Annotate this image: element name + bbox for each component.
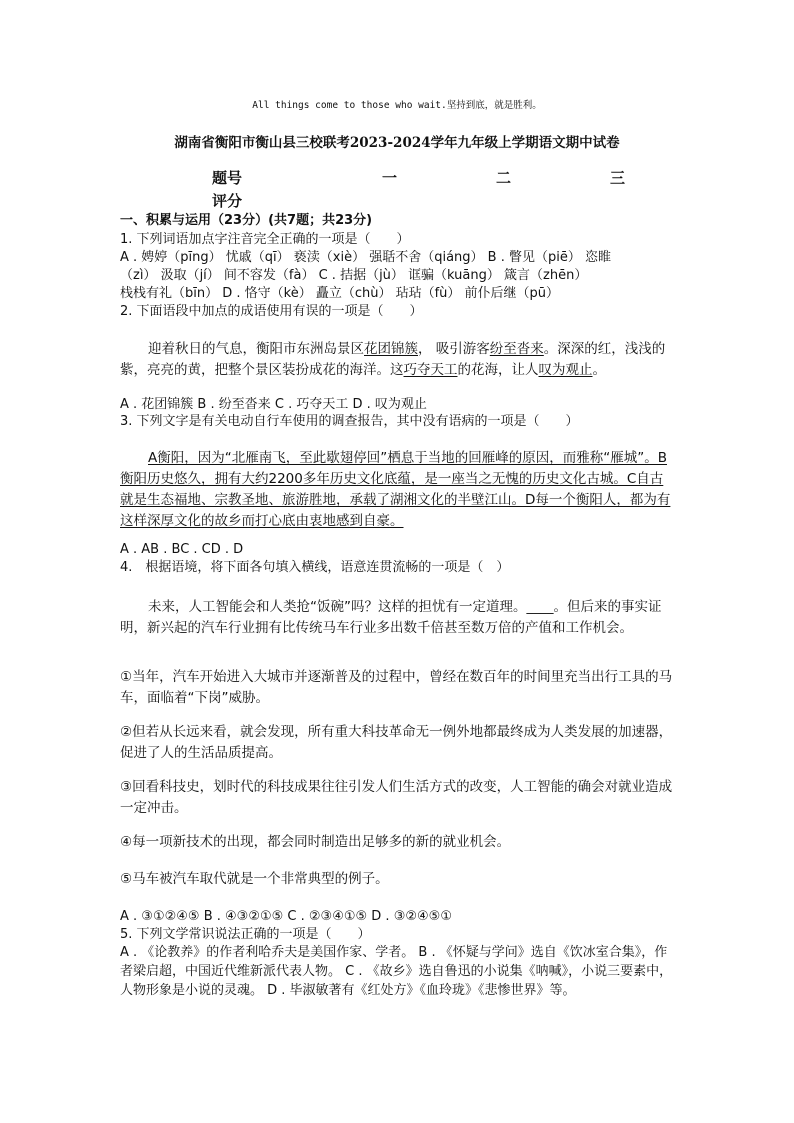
q2-idiom-b: 纷至沓来	[489, 341, 544, 357]
q2-idiom-d: 叹为观止	[538, 362, 593, 378]
q3-passage: A衡阳，因为“北雁南飞，至此歇翅停回”栖息于当地的回雁峰的原因，而雅称“雁城”。B衡阳历史悠久，拥有大约2200多年历史文化底蕴，是一座当之无愧的历史文化古城。C自古就是生态福地、宗教圣地、旅游胜地，承载了湖湘文化的半壁江山。D每一个衡阳人，都为有这样深厚文化的故乡而打心底由衷地感到自豪。	[120, 450, 671, 529]
q4-passage: 未来，人工智能会和人类抢“饭碗”吗？这样的担忧有一定道理。____。但后来的事实证明，新兴起的汽车行业拥有比传统马车行业多出数千倍甚至数万倍的产值和工作机会。	[120, 599, 662, 636]
q4-sentence-4: ④每一项新技术的出现，都会同时制造出足够多的新的就业机会。	[120, 834, 511, 850]
q4-sentence-3: ③回看科技史，划时代的科技成果往往引发人们生活方式的改变，人工智能的确会对就业造成一定冲击。	[120, 779, 673, 816]
score-table-row2-label: 评分	[212, 192, 243, 210]
section-heading: 一、积累与运用（23分）(共7题；共23分)	[120, 213, 373, 228]
motto: All things come to those who wait.坚持到底，就是胜利。	[252, 100, 542, 111]
q1-stem: 1. 下列词语加点字注音完全正确的一项是（ ）	[120, 232, 410, 247]
q5-stem: 5. 下列文学常识说法正确的一项是（ ）	[120, 927, 371, 942]
q5-options: A . 《论教养》的作者利哈乔夫是美国作家、学者。 B . 《怀疑与学问》选自《饮冰室合集》，作者梁启超，中国近代维新派代表人物。 C . 《故乡》选自鲁迅的小说集《呐喊》，小说三要素中，人物形象是小说的灵魂。 D . 毕淑敏著有《红处方》《血玲珑》《悲惨世界》等。	[120, 945, 673, 998]
q2-options: A . 花团锦簇 B . 纷至沓来 C . 巧夺天工 D . 叹为观止	[120, 397, 427, 412]
q2-passage-mid2: 。深深的红，浅浅的紫，亮亮的黄，把整个景区装扮成花的海洋。这	[120, 341, 666, 378]
q2-passage	[120, 339, 675, 381]
score-table-col-2: 二	[496, 169, 512, 187]
q4-options: A . ③①②④⑤ B . ④③②①⑤ C . ②③④①⑤ D . ③②④⑤①	[120, 909, 452, 924]
q1-options-line3: 栈栈有礼（bīn） D . 恪守（kè） 矗立（chù） 玷玷（fù） 前仆后继（pū）	[120, 286, 560, 301]
score-table-col-1: 一	[382, 169, 398, 187]
q2-stem: 2. 下面语段中加点的成语使用有误的一项是（ ）	[120, 304, 423, 319]
score-table-col-3: 三	[610, 169, 626, 187]
q4-stem: 4. 根据语境，将下面各句填入横线，语意连贯流畅的一项是（ ）	[120, 560, 510, 575]
q4-sentence-1: ①当年，汽车开始进入大城市并逐渐普及的过程中，曾经在数百年的时间里充当出行工具的马车，面临着“下岗”威胁。	[120, 669, 673, 706]
score-table-row1-label: 题号	[212, 169, 243, 187]
q2-idiom-a: 花团锦簇	[364, 341, 418, 357]
q4-sentence-2: ②但若从长远来看，就会发现，所有重大科技革命无一例外地都最终成为人类发展的加速器，促进了人的生活品质提高。	[120, 724, 673, 761]
q2-passage-mid1: ， 吸引游客	[418, 341, 490, 357]
q3-stem: 3. 下列文字是有关电动自行车使用的调查报告，其中没有语病的一项是（ ）	[120, 414, 579, 429]
q1-options-line2: （zì） 汲取（jí） 间不容发（fà） C . 拮据（jù） 诓骗（kuāng） 箴言（zhēn）	[120, 268, 588, 283]
page-title: 湖南省衡阳市衡山县三校联考2023-2024学年九年级上学期语文期中试卷	[174, 135, 620, 151]
q2-passage-mid3: 的花海，让人	[457, 362, 539, 378]
q3-options: A . AB . BC . CD . D	[120, 542, 244, 557]
q2-passage-end: 。	[592, 362, 606, 378]
q1-options-line1: A . 娉婷（pīng） 忧戚（qī） 亵渎（xiè） 强聒不舍（qiáng） B . 瞥见（piē） 恣睢	[120, 250, 611, 265]
q2-idiom-c: 巧夺天工	[403, 362, 458, 378]
q2-passage-pre: 迎着秋日的气息，衡阳市东洲岛景区	[148, 341, 364, 357]
q4-sentence-5: ⑤马车被汽车取代就是一个非常典型的例子。	[120, 871, 389, 887]
